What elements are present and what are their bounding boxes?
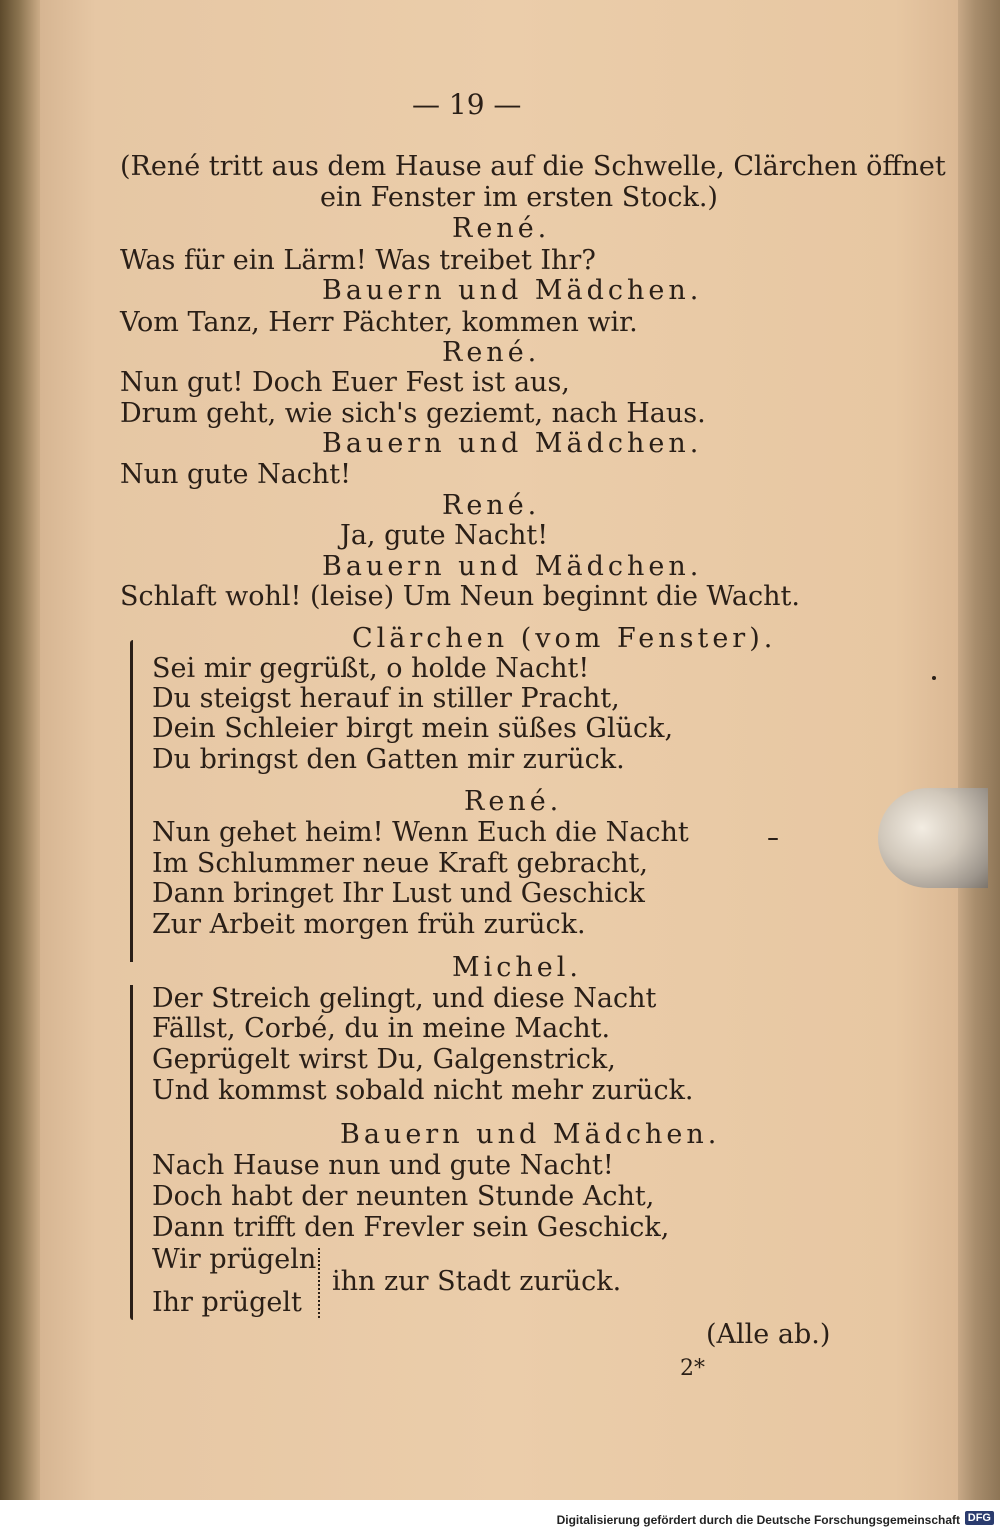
stage-direction: ein Fenster im ersten Stock.) [320, 182, 718, 213]
ink-speck [768, 838, 778, 840]
speaker-rene: René. [464, 786, 563, 817]
verse-line: Nun gute Nacht! [120, 459, 352, 490]
footer-credit: Digitalisierung gefördert durch die Deutsche Forschungsgemeinschaft [556, 1513, 960, 1527]
ink-speck [932, 676, 936, 680]
verse-line: Ja, gute Nacht! [340, 520, 549, 551]
stage-exit: (Alle ab.) [706, 1319, 831, 1350]
signature-mark: 2* [680, 1356, 705, 1381]
verse-line: Der Streich gelingt, und diese Nacht [152, 983, 657, 1014]
verse-line: Nun gut! Doch Euer Fest ist aus, [120, 367, 570, 398]
speaker-bauern: Bauern und Mädchen. [322, 428, 703, 459]
speaker-bauern: Bauern und Mädchen. [322, 551, 703, 582]
verse-line: Drum geht, wie sich's geziemt, nach Haus. [120, 398, 706, 429]
verse-line: Geprügelt wirst Du, Galgenstrick, [152, 1044, 616, 1075]
stage-direction: (René tritt aus dem Hause auf die Schwelle, Clärchen öffnet [120, 151, 946, 182]
speaker-michel: Michel. [452, 952, 582, 983]
page-number: — 19 — [412, 88, 522, 121]
verse-line: Fällst, Corbé, du in meine Macht. [152, 1013, 611, 1044]
verse-line: Du steigst herauf in stiller Pracht, [152, 683, 620, 714]
verse-line: Sei mir gegrüßt, o holde Nacht! [152, 653, 590, 684]
verse-line-split: Ihr prügelt [152, 1287, 302, 1318]
verse-line: Dann bringet Ihr Lust und Geschick [152, 878, 645, 909]
speaker-rene: René. [442, 490, 541, 521]
verse-line: Im Schlummer neue Kraft gebracht, [152, 848, 648, 879]
split-brace [318, 1248, 320, 1318]
page-edge [958, 0, 1000, 1500]
verse-line: Zur Arbeit morgen früh zurück. [152, 909, 586, 940]
verse-line-split: Wir prügeln [152, 1244, 317, 1275]
verse-line: Und kommst sobald nicht mehr zurück. [152, 1075, 694, 1106]
verse-line: Dein Schleier birgt mein süßes Glück, [152, 713, 674, 744]
ensemble-bracket-bottom [130, 985, 133, 1320]
speaker-bauern: Bauern und Mädchen. [322, 275, 703, 306]
speaker-bauern: Bauern und Mädchen. [340, 1119, 721, 1150]
dfg-logo: DFG [965, 1511, 994, 1525]
verse-line: Schlaft wohl! (leise) Um Neun beginnt die Wacht. [120, 581, 800, 612]
speaker-rene: René. [452, 213, 551, 244]
ensemble-bracket-top [130, 640, 133, 962]
verse-line: Was für ein Lärm! Was treibet Ihr? [120, 245, 596, 276]
verse-line: Vom Tanz, Herr Pächter, kommen wir. [120, 307, 638, 338]
verse-line-split-end: ihn zur Stadt zurück. [332, 1266, 622, 1297]
verse-line: Nun gehet heim! Wenn Euch die Nacht [152, 817, 689, 848]
speaker-rene: René. [442, 337, 541, 368]
page-clip [878, 788, 988, 888]
verse-line: Du bringst den Gatten mir zurück. [152, 744, 625, 775]
verse-line: Dann trifft den Frevler sein Geschick, [152, 1212, 670, 1243]
verse-line: Doch habt der neunten Stunde Acht, [152, 1181, 655, 1212]
verse-line: Nach Hause nun und gute Nacht! [152, 1150, 614, 1181]
speaker-claerchen: Clärchen (vom Fenster). [352, 623, 777, 654]
